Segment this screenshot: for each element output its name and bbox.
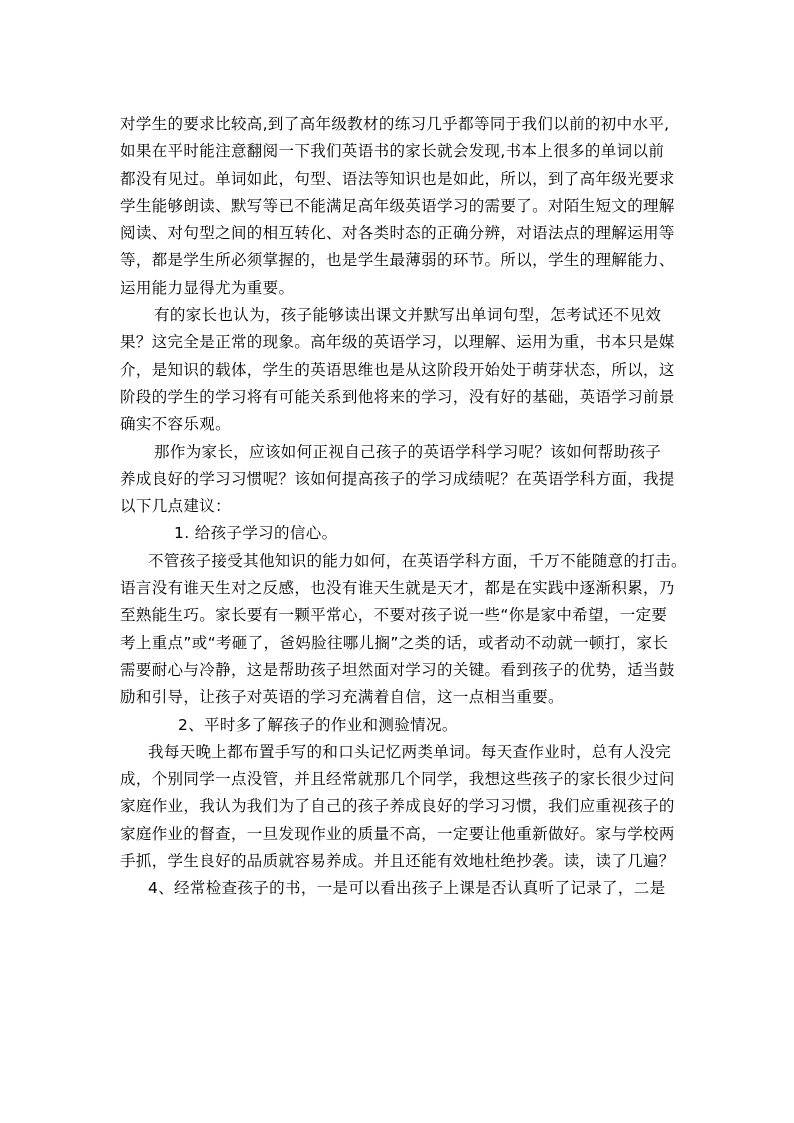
section-heading-1: 1. 给孩子学习的信心。 <box>174 524 338 543</box>
text-line: 家庭作业，我认为我们为了自己的孩子养成良好的学习习惯，我们应重视孩子的 <box>120 797 675 816</box>
text-line: 运用能力显得尤为重要。 <box>120 278 295 297</box>
text-line: 家庭作业的督查，一旦发现作业的质量不高，一定要让他重新做好。家与学校两 <box>120 824 675 843</box>
text-line: 成，个别同学一点没管，并且经常就那几个同学，我想这些孩子的家长很少过问 <box>120 770 675 789</box>
text-line: 等，都是学生所必须掌握的，也是学生最薄弱的环节。所以，学生的理解能力、 <box>120 251 675 270</box>
text-line: 至熟能生巧。家长要有一颗平常心，不要对孩子说一些“你是家中希望，一定要 <box>120 606 668 625</box>
text-line: 确实不容乐观。 <box>120 415 231 434</box>
text-line: 励和引导，让孩子对英语的学习充满着自信，这一点相当重要。 <box>120 688 564 707</box>
text-line: 都没有见过。单词如此，句型、语法等知识也是如此，所以，到了高年级光要求 <box>120 169 675 188</box>
text-line: 阶段的学生的学习将有可能关系到他将来的学习，没有好的基础，英语学习前景 <box>120 387 675 406</box>
text-line: 果？这完全是正常的现象。高年级的英语学习，以理解、运用为重，书本只是媒 <box>120 333 675 352</box>
text-line: 手抓，学生良好的品质就容易养成。并且还能有效地杜绝抄袭。读，读了几遍？ <box>120 852 675 871</box>
paragraph-start-line: 那作为家长，应该如何正视自己孩子的英语学科学习呢？该如何帮助孩子 <box>154 442 662 461</box>
text-line: 阅读、对句型之间的相互转化、对各类时态的正确分辨，对语法点的理解运用等 <box>120 224 675 243</box>
text-line: 介，是知识的载体，学生的英语思维也是从这阶段开始处于萌芽状态，所以，这 <box>120 360 675 379</box>
document-body <box>120 111 687 903</box>
text-line: 学生能够朗读、默写等已不能满足高年级英语学习的需要了。对陌生短文的理解 <box>120 196 675 215</box>
text-line: 对学生的要求比较高,到了高年级教材的练习几乎都等同于我们以前的初中水平, <box>120 115 670 133</box>
text-line: 养成良好的学习习惯呢？该如何提高孩子的学习成绩呢？在英语学科方面，我提 <box>120 469 675 488</box>
section-heading-4: 4、经常检查孩子的书，一是可以看出孩子上课是否认真听了记录了，二是 <box>148 879 666 898</box>
text-line: 语言没有谁天生对之反感，也没有谁天生就是天才，都是在实践中逐渐积累，乃 <box>120 579 675 598</box>
paragraph-start-line: 有的家长也认为，孩子能够读出课文并默写出单词句型，怎考试还不见效 <box>154 306 662 325</box>
paragraph-start-line: 不管孩子接受其他知识的能力如何，在英语学科方面，千万不能随意的打击。 <box>148 551 687 570</box>
text-line: 考上重点”或“考砸了，爸妈脸往哪儿搁”之类的话，或者动不动就一顿打，家长 <box>120 633 669 652</box>
paragraph-start-line: 我每天晚上都布置手写的和口头记忆两类单词。每天查作业时，总有人没完 <box>148 742 672 761</box>
text-line: 需要耐心与冷静，这是帮助孩子坦然面对学习的关键。看到孩子的优势，适当鼓 <box>120 660 675 679</box>
text-line: 以下几点建议： <box>120 497 231 516</box>
section-heading-2: 2、平时多了解孩子的作业和测验情况。 <box>178 715 458 734</box>
text-line: 如果在平时能注意翻阅一下我们英语书的家长就会发现,书本上很多的单词以前 <box>120 142 665 161</box>
